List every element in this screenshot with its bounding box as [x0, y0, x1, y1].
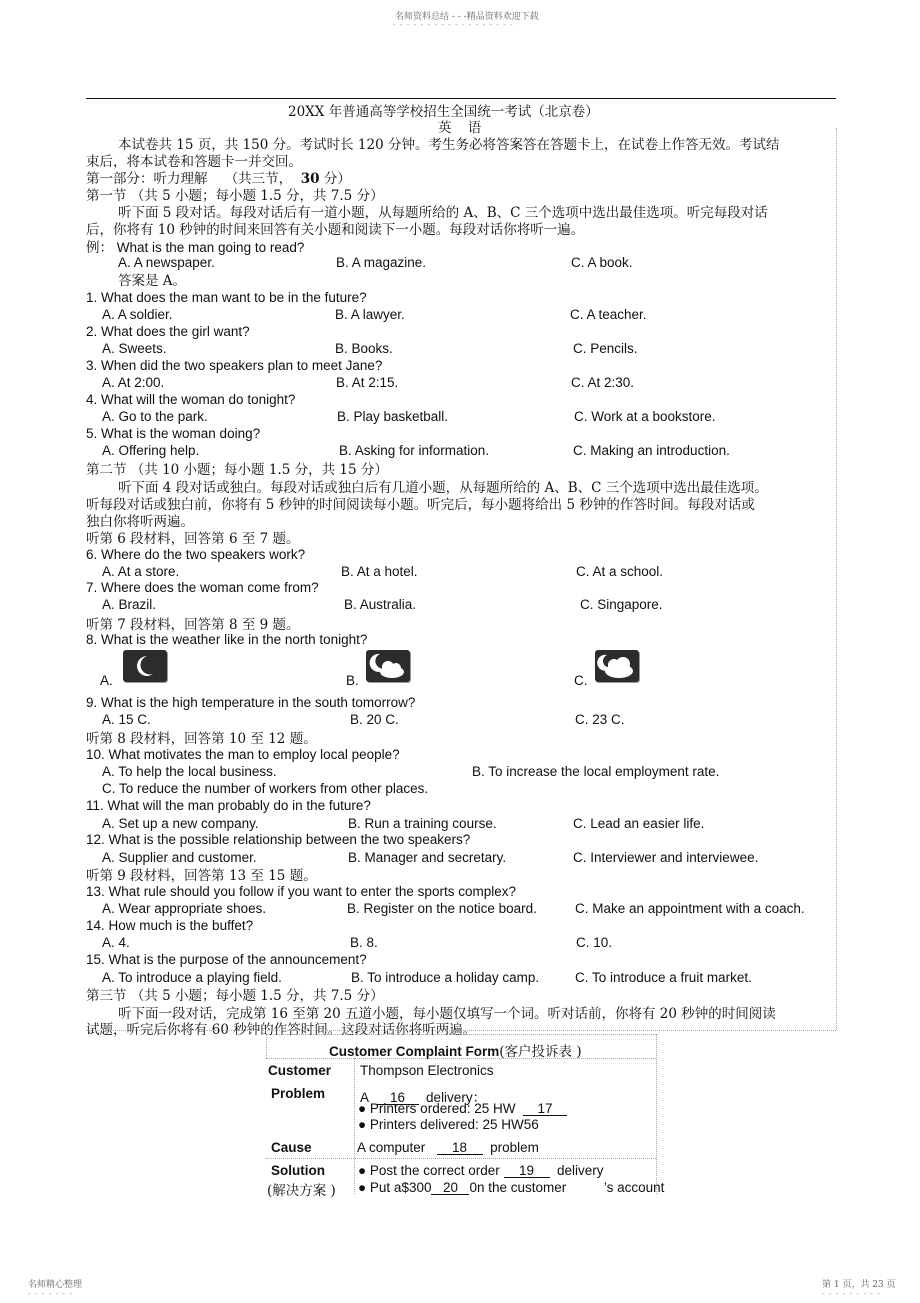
cloud-moon-icon — [595, 650, 639, 682]
form-title-en: Customer Complaint Form — [329, 1044, 500, 1059]
moon-icon-svg — [123, 650, 167, 682]
problem-line3 — [358, 1117, 539, 1132]
section2-inst2: 听每段对话或独白前，你将有 5 秒钟的时间阅读每小题。听完后，每小题将给出 5 秒钟的作答时间。每段对话或 — [86, 497, 755, 513]
solution-line2-a: Put a$300 — [369, 1180, 432, 1195]
section1-title: 第一节 （共 5 小题；每小题 1.5 分，共 7.5 分） — [86, 188, 384, 204]
q2-option-c: C. Pencils. — [573, 341, 638, 356]
q6-option-b: B. At a hotel. — [341, 564, 418, 579]
moon-icon — [123, 650, 167, 682]
q4-option-c: C. Work at a bookstore. — [574, 409, 716, 424]
q1-option-c: C. A teacher. — [570, 307, 647, 322]
bullet-icon: ● — [358, 1101, 367, 1116]
form-col-divider — [354, 1058, 355, 1194]
q6-text: 6. Where do the two speakers work? — [86, 547, 306, 562]
q7-text: 7. Where does the woman come from? — [86, 580, 319, 595]
q5-option-b: B. Asking for information. — [339, 443, 490, 458]
form-title-cn: (客户投诉表 ) — [499, 1044, 582, 1060]
example-question: 例： What is the man going to read? — [86, 240, 305, 255]
q3-option-b: B. At 2:15. — [336, 375, 399, 390]
problem-label: Problem — [271, 1086, 326, 1101]
q6-option-a: A. At a store. — [102, 564, 180, 579]
material9-note: 听第 9 段材料，回答第 13 至 15 题。 — [86, 868, 317, 884]
q5-text: 5. What is the woman doing? — [86, 426, 261, 441]
q13-option-b: B. Register on the notice board. — [347, 901, 537, 916]
q13-text: 13. What rule should you follow if you want to enter the sports complex? — [86, 884, 516, 899]
q11-text: 11. What will the man probably do in the future? — [86, 798, 371, 813]
q2-option-b: B. Books. — [335, 341, 393, 356]
material8-note: 听第 8 段材料，回答第 10 至 12 题。 — [86, 731, 317, 747]
blank-19[interactable]: 19 — [504, 1164, 550, 1178]
q8-option-c-label: C. — [574, 673, 588, 688]
customer-label: Customer — [268, 1063, 332, 1078]
form-row-divider-2 — [266, 1158, 656, 1159]
q8-option-a-label: A. — [100, 673, 113, 688]
q6-option-c: C. At a school. — [576, 564, 664, 579]
example-option-b: B. A magazine. — [336, 255, 427, 270]
moon-cloud-icon — [366, 650, 410, 682]
q13-option-c: C. Make an appointment with a coach. — [575, 901, 805, 916]
section2-inst3: 独白你将听两遍。 — [86, 514, 194, 530]
q9-option-c: C. 23 C. — [575, 712, 625, 727]
q15-option-a: A. To introduce a playing field. — [102, 970, 282, 985]
q12-option-b: B. Manager and secretary. — [348, 850, 507, 865]
q2-text: 2. What does the girl want? — [86, 324, 250, 339]
solution-label-cn: (解决方案 ) — [267, 1183, 336, 1199]
q14-option-b: B. 8. — [350, 935, 378, 950]
q10-option-c: C. To reduce the number of workers from other places. — [102, 781, 429, 796]
q3-option-a: A. At 2:00. — [102, 375, 165, 390]
solution-line1 — [358, 1163, 604, 1178]
cause-a: A computer — [357, 1140, 426, 1155]
q8-text: 8. What is the weather like in the north tonight? — [86, 632, 368, 647]
q11-option-a: A. Set up a new company. — [102, 816, 259, 831]
q14-text: 14. How much is the buffet? — [86, 918, 254, 933]
q14-option-c: C. 10. — [576, 935, 613, 950]
blank-18[interactable]: 18 — [437, 1141, 483, 1155]
material7-note: 听第 7 段材料，回答第 8 至 9 题。 — [86, 617, 300, 633]
example-answer: 答案是 A。 — [118, 273, 187, 289]
section1-inst1: 听下面 5 段对话。每段对话后有一道小题，从每题所给的 A、B、C 三个选项中选出最佳选项。听完每段对话 — [118, 205, 768, 221]
section3-title: 第三节 （共 5 小题；每小题 1.5 分，共 7.5 分） — [86, 988, 384, 1004]
q10-text: 10. What motivates the man to employ local people? — [86, 747, 400, 762]
frame-dotted-right — [836, 128, 837, 1030]
section1-inst2: 后，你将有 10 秒钟的时间来回答有关小题和阅读下一小题。每段对话你将听一遍。 — [86, 222, 585, 238]
q9-text: 9. What is the high temperature in the south tomorrow? — [86, 695, 416, 710]
solution-line2-c: ’s account — [603, 1180, 665, 1195]
blank-16[interactable]: 16 — [377, 1091, 419, 1105]
example-option-a: A. A newspaper. — [118, 255, 215, 270]
q14-option-a: A. 4. — [102, 935, 130, 950]
top-note: 名师资料总结 - - -精品资料欢迎下载 — [395, 12, 539, 22]
moon-cloud-icon-svg — [366, 650, 410, 682]
q8-option-b-label: B. — [346, 673, 359, 688]
problem-line1-b: delivery： — [426, 1090, 487, 1105]
part1-a: 第一部分：听力理解 — [86, 171, 208, 187]
footer-page-number: 第 1 页，共 23 页 — [822, 1280, 896, 1290]
blank-20[interactable]: 20 — [431, 1181, 469, 1195]
bullet-icon: ● — [358, 1117, 367, 1132]
q4-option-a: A. Go to the park. — [102, 409, 208, 424]
part1-c: 30 — [300, 171, 320, 187]
cause-line — [357, 1140, 539, 1155]
blank-17[interactable]: 17 — [523, 1102, 567, 1116]
q7-option-b: B. Australia. — [344, 597, 417, 612]
footer-right-dashes: - - - - - - - - - — [822, 1289, 881, 1298]
q7-option-c: C. Singapore. — [580, 597, 663, 612]
footer-left-dashes: - - - - - - - — [28, 1289, 73, 1298]
q15-text: 15. What is the purpose of the announcement? — [86, 952, 367, 967]
q12-option-a: A. Supplier and customer. — [102, 850, 257, 865]
q9-option-a: A. 15 C. — [102, 712, 151, 727]
solution-line1-b: delivery — [557, 1163, 604, 1178]
q4-option-b: B. Play basketball. — [337, 409, 449, 424]
q12-option-c: C. Interviewer and interviewee. — [573, 850, 759, 865]
q5-option-c: C. Making an introduction. — [573, 443, 730, 458]
top-dashes: - - - - - - - - - - - - - - - - - - — [393, 20, 514, 29]
q3-option-c: C. At 2:30. — [571, 375, 635, 390]
q15-option-c: C. To introduce a fruit market. — [575, 970, 752, 985]
cause-label: Cause — [271, 1140, 312, 1155]
solution-line2 — [358, 1180, 664, 1195]
q11-option-c: C. Lead an easier life. — [573, 816, 705, 831]
form-border-left — [266, 1034, 267, 1058]
solution-line1-a: Post the correct order — [369, 1163, 500, 1178]
q4-text: 4. What will the woman do tonight? — [86, 392, 296, 407]
footer-left: 名师精心整理 — [28, 1280, 83, 1290]
top-rule — [86, 98, 836, 99]
q5-option-a: A. Offering help. — [102, 443, 200, 458]
material6-note: 听第 6 段材料，回答第 6 至 7 题。 — [86, 531, 300, 547]
section3-inst2: 试题，听完后你将有 60 秒钟的作答时间。这段对话你将听两遍。 — [86, 1022, 477, 1038]
form-title — [329, 1040, 582, 1060]
bullet-icon: ● — [358, 1180, 367, 1195]
q12-text: 12. What is the possible relationship between the two speakers? — [86, 832, 471, 847]
q1-option-b: B. A lawyer. — [335, 307, 405, 322]
section3-inst1: 听下面一段对话，完成第 16 至第 20 五道小题，每小题仅填写一个词。听对话前，你将有 20 秒钟的时间阅读 — [118, 1006, 776, 1022]
solution-label: Solution — [271, 1163, 325, 1178]
q9-option-b: B. 20 C. — [350, 712, 399, 727]
problem-line2 — [358, 1101, 567, 1116]
cloud-moon-icon-svg — [595, 650, 639, 682]
exam-title: 20XX 年普通高等学校招生全国统一考试（北京卷） — [288, 104, 599, 120]
q15-option-b: B. To introduce a holiday camp. — [351, 970, 540, 985]
customer-value: Thompson Electronics — [360, 1063, 494, 1078]
q1-text: 1. What does the man want to be in the future? — [86, 290, 367, 305]
q3-text: 3. When did the two speakers plan to meet Jane? — [86, 358, 383, 373]
problem-line2-a: Printers ordered: 25 HW — [369, 1101, 516, 1116]
exam-subject: 英 语 — [438, 120, 488, 136]
part1-b: （共三节， — [224, 171, 293, 187]
part1-d: 分） — [323, 171, 351, 187]
q11-option-b: B. Run a training course. — [348, 816, 497, 831]
form-border-top — [266, 1034, 656, 1035]
cause-b: problem — [490, 1140, 539, 1155]
section2-title: 第二节 （共 10 小题；每小题 1.5 分，共 15 分） — [86, 462, 388, 478]
example-option-c: C. A book. — [571, 255, 633, 270]
form-border-right — [656, 1034, 657, 1194]
q1-option-a: A. A soldier. — [102, 307, 173, 322]
q13-option-a: A. Wear appropriate shoes. — [102, 901, 267, 916]
frame-dotted-bottom — [86, 1030, 836, 1031]
q10-option-b: B. To increase the local employment rate. — [472, 764, 720, 779]
q2-option-a: A. Sweets. — [102, 341, 167, 356]
intro-line1: 本试卷共 15 页，共 150 分。考试时长 120 分钟。考生务必将答案答在答题卡上，在试卷上作答无效。考试结 — [118, 137, 780, 153]
solution-line2-b: 0n the customer — [469, 1180, 567, 1195]
bullet-icon: ● — [358, 1163, 367, 1178]
section2-inst1: 听下面 4 段对话或独白。每段对话或独白后有几道小题，从每题所给的 A、B、C 三个选项中选出最佳选项。 — [118, 480, 768, 496]
intro-line2: 束后，将本试卷和答题卡一并交回。 — [86, 154, 302, 170]
problem-line3-text: Printers delivered: 25 HW56 — [369, 1117, 539, 1132]
q7-option-a: A. Brazil. — [102, 597, 157, 612]
q10-option-a: A. To help the local business. — [102, 764, 277, 779]
problem-line1-a: A — [360, 1090, 370, 1105]
